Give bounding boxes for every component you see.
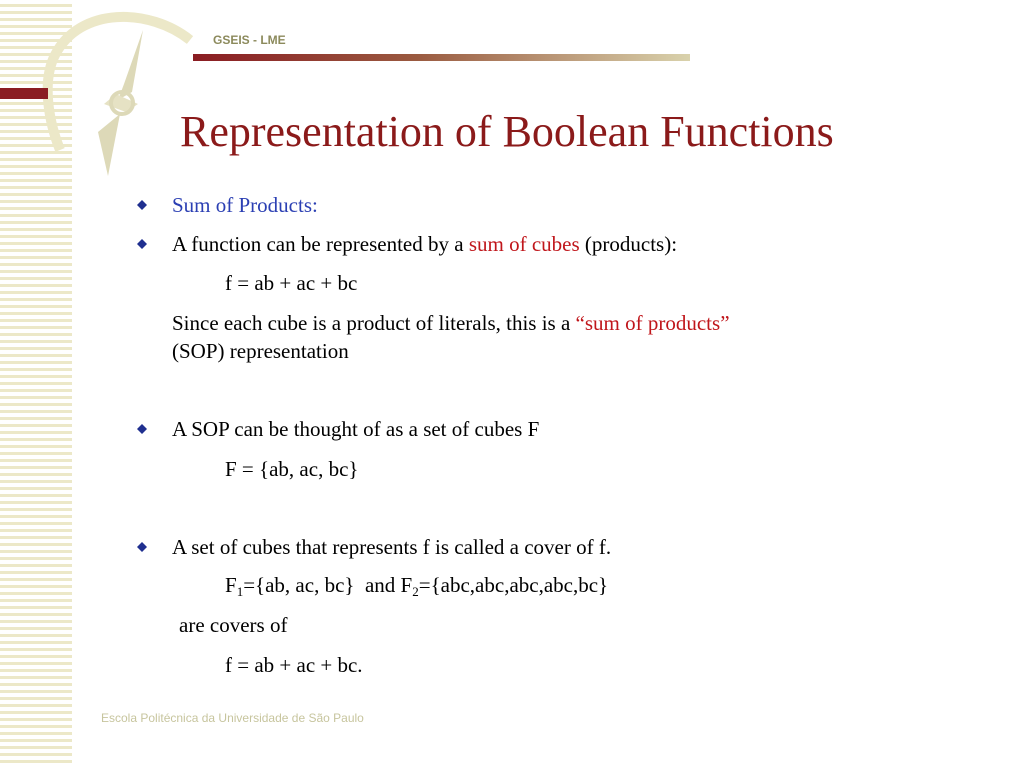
diamond-bullet-icon	[137, 200, 147, 210]
equation-f-final: f = ab + ac + bc.	[225, 653, 363, 677]
slide-title: Representation of Boolean Functions	[180, 107, 834, 156]
diamond-bullet-icon	[137, 239, 147, 249]
footer-institution: Escola Politécnica da Universidade de São Paulo	[101, 711, 364, 725]
eq-text: ={abc,abc,abc,abc,bc}	[418, 573, 609, 597]
equation-f: f = ab + ac + bc	[225, 271, 358, 295]
highlight-sum-of-products: “sum of products”	[575, 311, 730, 335]
equation-F: F = {ab, ac, bc}	[225, 457, 359, 481]
bullet-sop-set-of-cubes: A SOP can be thought of as a set of cubes F	[172, 417, 540, 441]
diamond-bullet-icon	[137, 542, 147, 552]
subscript: 2	[412, 584, 419, 599]
bullet-function-representation	[172, 232, 677, 257]
bullet-sum-of-products: Sum of Products:	[172, 193, 318, 217]
sop-paragraph-line1	[172, 311, 730, 336]
header-bar	[193, 54, 690, 61]
subscript: 1	[236, 584, 244, 599]
bullet-text: A function can be represented by a	[172, 232, 469, 256]
covers-text: are covers of	[179, 613, 288, 637]
header-tag: GSEIS - LME	[213, 33, 286, 47]
eq-text: ={ab, ac, bc} and F	[243, 573, 413, 597]
highlight-sum-of-cubes: sum of cubes	[468, 232, 580, 256]
diamond-bullet-icon	[137, 424, 147, 434]
bullet-text: (products):	[579, 232, 678, 256]
sop-paragraph-line2: (SOP) representation	[172, 339, 349, 363]
equation-covers	[225, 573, 608, 600]
paragraph-text: Since each cube is a product of literals, this is a	[172, 311, 576, 335]
bullet-cover-definition: A set of cubes that represents f is called a cover of f.	[172, 535, 612, 559]
eq-text: F	[225, 573, 237, 597]
compass-ornament	[0, 0, 200, 190]
